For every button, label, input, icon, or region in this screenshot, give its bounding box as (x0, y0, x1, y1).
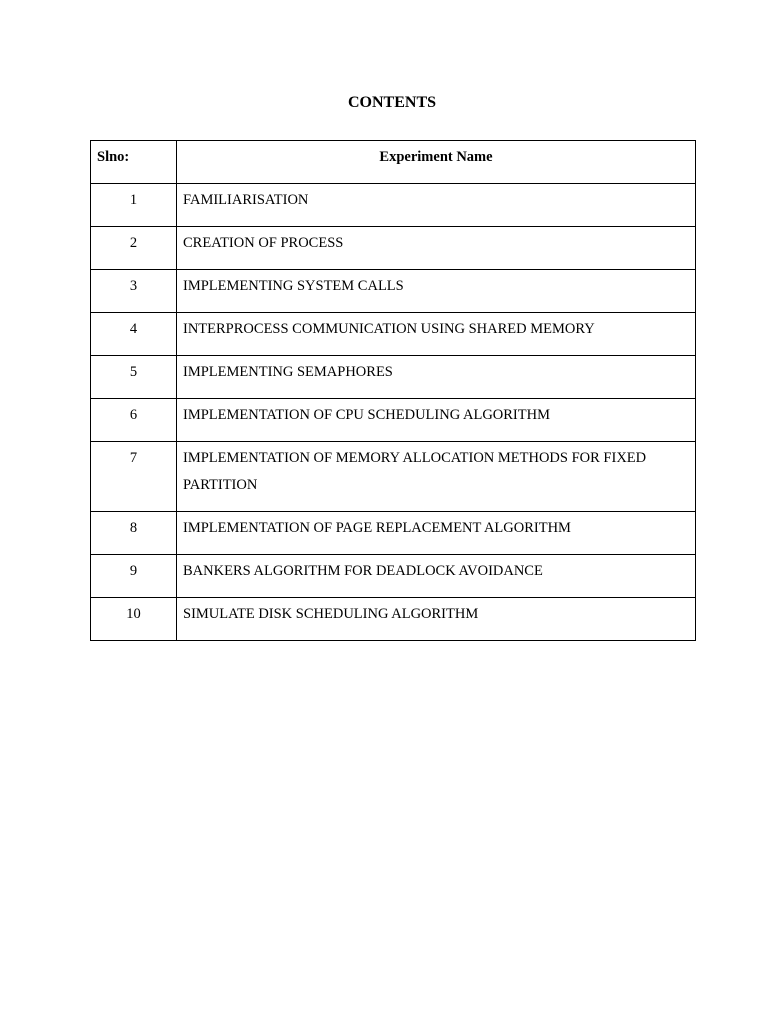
row-number: 9 (91, 555, 177, 598)
table-row (91, 598, 696, 641)
experiment-name: IMPLEMENTATION OF PAGE REPLACEMENT ALGORITHM (177, 512, 696, 555)
experiment-name: IMPLEMENTING SEMAPHORES (177, 356, 696, 399)
row-number: 8 (91, 512, 177, 555)
column-header-slno: Slno: (91, 141, 177, 184)
table-row (91, 512, 696, 555)
table-row (91, 555, 696, 598)
experiment-name: CREATION OF PROCESS (177, 227, 696, 270)
page-title: CONTENTS (347, 94, 437, 111)
table-header-row (91, 141, 696, 184)
table-row (91, 227, 696, 270)
experiment-name: IMPLEMENTING SYSTEM CALLS (177, 270, 696, 313)
row-number: 6 (91, 399, 177, 442)
experiment-name: IMPLEMENTATION OF MEMORY ALLOCATION METHODS FOR FIXED PARTITION (177, 442, 696, 512)
table-row (91, 270, 696, 313)
column-header-experiment-name: Experiment Name (177, 141, 696, 184)
table-row (91, 442, 696, 512)
experiment-name: FAMILIARISATION (177, 184, 696, 227)
experiment-name: BANKERS ALGORITHM FOR DEADLOCK AVOIDANCE (177, 555, 696, 598)
row-number: 1 (91, 184, 177, 227)
experiment-name: INTERPROCESS COMMUNICATION USING SHARED MEMORY (177, 313, 696, 356)
table-row (91, 356, 696, 399)
row-number: 5 (91, 356, 177, 399)
experiment-name: IMPLEMENTATION OF CPU SCHEDULING ALGORITHM (177, 399, 696, 442)
table-row (91, 399, 696, 442)
table-row (91, 184, 696, 227)
table-row (91, 313, 696, 356)
row-number: 7 (91, 442, 177, 512)
row-number: 3 (91, 270, 177, 313)
experiment-name: SIMULATE DISK SCHEDULING ALGORITHM (177, 598, 696, 641)
row-number: 2 (91, 227, 177, 270)
row-number: 4 (91, 313, 177, 356)
row-number: 10 (91, 598, 177, 641)
contents-table (90, 140, 696, 641)
